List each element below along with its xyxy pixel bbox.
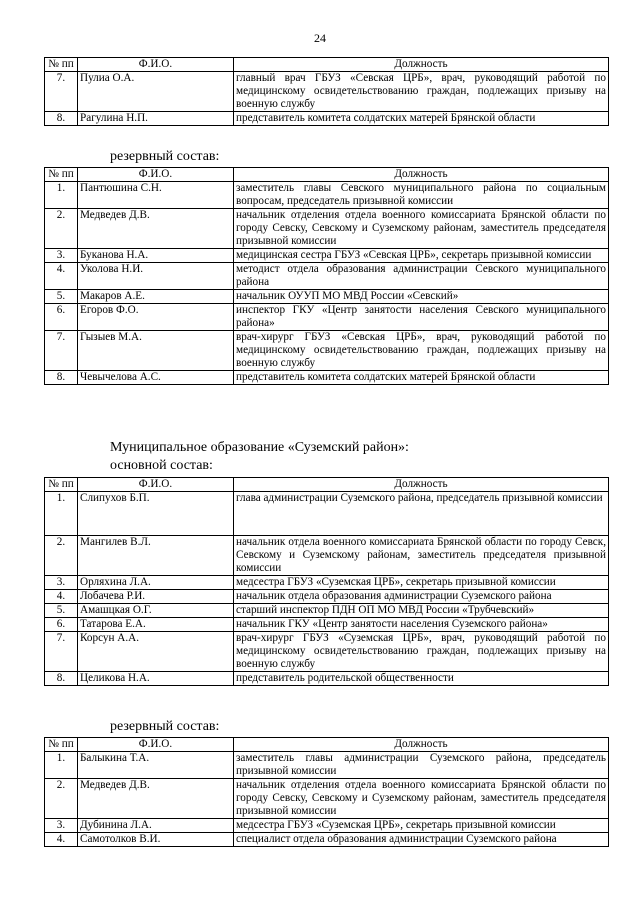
row-name: Рагулина Н.П.: [78, 112, 234, 126]
header-position: Должность: [234, 478, 609, 492]
row-num: 7.: [45, 72, 78, 112]
row-num: 7.: [45, 632, 78, 672]
members-table-reserve-sevsk: [44, 167, 609, 385]
row-position: врач-хирург ГБУЗ «Севская ЦРБ», врач, руководящий работой по медицинскому освидетельствованию граждан, подлежащих призыву на военную службу: [234, 331, 609, 371]
row-position: медсестра ГБУЗ «Суземская ЦРБ», секретарь призывной комиссии: [234, 819, 609, 833]
row-name: Мангилев В.Л.: [78, 536, 234, 576]
table-row: [45, 672, 609, 686]
row-num: 1.: [45, 492, 78, 536]
table-row: [45, 632, 609, 672]
header-name: Ф.И.О.: [78, 478, 234, 492]
row-position: инспектор ГКУ «Центр занятости населения Севского муниципального района»: [234, 304, 609, 331]
row-position: специалист отдела образования администрации Суземского района: [234, 833, 609, 847]
table-row: [45, 263, 609, 290]
table-row: [45, 819, 609, 833]
row-name: Медведев Д.В.: [78, 779, 234, 819]
table-row: [45, 833, 609, 847]
row-num: 5.: [45, 604, 78, 618]
row-num: 4.: [45, 590, 78, 604]
row-num: 6.: [45, 618, 78, 632]
row-position: медицинская сестра ГБУЗ «Севская ЦРБ», секретарь призывной комиссии: [234, 249, 609, 263]
table-row: [45, 604, 609, 618]
row-num: 6.: [45, 304, 78, 331]
row-position: главный врач ГБУЗ «Севская ЦРБ», врач, руководящий работой по медицинскому освидетельствованию граждан, подлежащих призыву на военную службу: [234, 72, 609, 112]
row-name: Чевычелова А.С.: [78, 371, 234, 385]
section-heading-reserve-suzemka: резервный состав:: [110, 719, 220, 734]
row-name: Корсун А.А.: [78, 632, 234, 672]
members-table-continued: [44, 57, 609, 126]
row-name: Балыкина Т.А.: [78, 752, 234, 779]
row-name: Гызыев М.А.: [78, 331, 234, 371]
row-num: 8.: [45, 371, 78, 385]
row-name: Буканова Н.А.: [78, 249, 234, 263]
table-header-row: [45, 168, 609, 182]
table-row: [45, 209, 609, 249]
row-name: Дубинина Л.А.: [78, 819, 234, 833]
row-name: Макаров А.Е.: [78, 290, 234, 304]
row-num: 4.: [45, 833, 78, 847]
header-position: Должность: [234, 168, 609, 182]
header-num: № пп: [45, 738, 78, 752]
row-name: Лобачева Р.И.: [78, 590, 234, 604]
header-name: Ф.И.О.: [78, 168, 234, 182]
header-position: Должность: [234, 738, 609, 752]
row-position: старший инспектор ПДН ОП МО МВД России «Трубчевский»: [234, 604, 609, 618]
section-heading-municipality: Муниципальное образование «Суземский район»:: [110, 440, 409, 455]
table-row: [45, 331, 609, 371]
page-number: 24: [314, 31, 326, 45]
row-num: 7.: [45, 331, 78, 371]
row-name: Татарова Е.А.: [78, 618, 234, 632]
table-row: [45, 752, 609, 779]
row-num: 2.: [45, 779, 78, 819]
table-row: [45, 371, 609, 385]
header-position: Должность: [234, 58, 609, 72]
row-name: Пантюшина С.Н.: [78, 182, 234, 209]
row-num: 1.: [45, 182, 78, 209]
header-num: № пп: [45, 478, 78, 492]
row-num: 5.: [45, 290, 78, 304]
row-position: заместитель главы администрации Суземского района, председатель призывной комиссии: [234, 752, 609, 779]
row-position: представитель комитета солдатских матерей Брянской области: [234, 112, 609, 126]
row-name: Пулиа О.А.: [78, 72, 234, 112]
table-row: [45, 779, 609, 819]
table-row: [45, 182, 609, 209]
table-row: [45, 290, 609, 304]
row-position: глава администрации Суземского района, председатель призывной комиссии: [234, 492, 609, 536]
row-position: начальник ГКУ «Центр занятости населения Суземского района»: [234, 618, 609, 632]
row-position: заместитель главы Севского муниципального района по социальным вопросам, председатель призывной комиссии: [234, 182, 609, 209]
row-name: Орляхина Л.А.: [78, 576, 234, 590]
table-row: [45, 492, 609, 536]
table-row: [45, 590, 609, 604]
row-name: Целикова Н.А.: [78, 672, 234, 686]
header-num: № пп: [45, 168, 78, 182]
row-num: 3.: [45, 249, 78, 263]
row-position: начальник отдела военного комиссариата Брянской области по городу Севск, Севскому и Суземскому районам, заместитель председателя призывной комиссии: [234, 536, 609, 576]
section-heading-reserve-sevsk: резервный состав:: [110, 149, 220, 164]
members-table-reserve-suzemka: [44, 737, 609, 847]
table-row: [45, 249, 609, 263]
row-position: медсестра ГБУЗ «Суземская ЦРБ», секретарь призывной комиссии: [234, 576, 609, 590]
row-position: начальник отделения отдела военного комиссариата Брянской области по городу Севску, Севскому и Суземскому районам, заместитель председателя призывной комиссии: [234, 779, 609, 819]
members-table-main-suzemka: [44, 477, 609, 686]
table-row: [45, 576, 609, 590]
row-position: начальник ОУУП МО МВД России «Севский»: [234, 290, 609, 304]
row-position: представитель родительской общественности: [234, 672, 609, 686]
row-num: 1.: [45, 752, 78, 779]
table-row: [45, 304, 609, 331]
table-header-row: [45, 58, 609, 72]
row-position: начальник отдела образования администрации Суземского района: [234, 590, 609, 604]
row-name: Самотолков В.И.: [78, 833, 234, 847]
header-name: Ф.И.О.: [78, 738, 234, 752]
row-num: 3.: [45, 819, 78, 833]
row-name: Уколова Н.И.: [78, 263, 234, 290]
row-num: 3.: [45, 576, 78, 590]
section-heading-main-suzemka: основной состав:: [110, 458, 213, 473]
row-name: Амашцкая О.Г.: [78, 604, 234, 618]
row-num: 8.: [45, 672, 78, 686]
row-num: 2.: [45, 536, 78, 576]
row-position: методист отдела образования администрации Севского муниципального района: [234, 263, 609, 290]
row-position: представитель комитета солдатских матерей Брянской области: [234, 371, 609, 385]
row-position: начальник отделения отдела военного комиссариата Брянской области по городу Севску, Севскому и Суземскому районам, заместитель председателя призывной комиссии: [234, 209, 609, 249]
table-row: [45, 112, 609, 126]
row-name: Слипухов Б.П.: [78, 492, 234, 536]
row-position: врач-хирург ГБУЗ «Суземская ЦРБ», врач, руководящий работой по медицинскому освидетельствованию граждан, подлежащих призыву на военную службу: [234, 632, 609, 672]
header-num: № пп: [45, 58, 78, 72]
table-row: [45, 618, 609, 632]
row-num: 2.: [45, 209, 78, 249]
table-header-row: [45, 478, 609, 492]
row-name: Егоров Ф.О.: [78, 304, 234, 331]
header-name: Ф.И.О.: [78, 58, 234, 72]
row-num: 4.: [45, 263, 78, 290]
row-num: 8.: [45, 112, 78, 126]
table-header-row: [45, 738, 609, 752]
table-row: [45, 536, 609, 576]
table-row: [45, 72, 609, 112]
row-name: Медведев Д.В.: [78, 209, 234, 249]
